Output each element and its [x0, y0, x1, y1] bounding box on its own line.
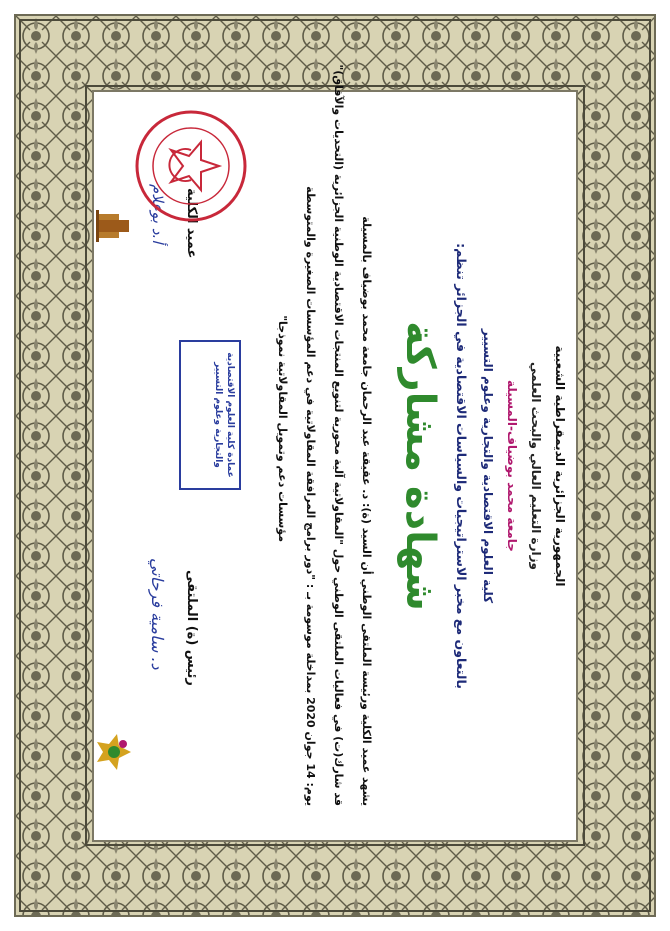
certificate-title: شهادة مشاركة [397, 321, 443, 611]
spea-logo [93, 730, 137, 774]
republic-header: الجمهورية الجزائرية الديمقراطية الشعبية [553, 345, 567, 587]
attestation-line: يشهد عميد الكلية ورئيسة الملتقى الوطني أن السيد (ة): د. عقيقة عبد الرحمان جامعة محمد بوضياف بالمسيلة [360, 216, 373, 806]
blue-stamp: عمادة كلية العلوم الاقتصادية والتجارية وعلوم التسيير [179, 340, 241, 490]
presentation-line: يوم: 14 جوان 2020 بمداخلة موسومة بـ : "دور برامج المرافقة المقاولاتية في دعم المؤسسات الصغيرة والمتوسطة [304, 186, 317, 806]
university-logo [93, 206, 133, 246]
dean-label: عميد الكلية [184, 188, 199, 259]
participation-line: قد شارك(ت) في فعاليات الملتقى الوطني حول "المقاولاتية آلية محورية لتنويع المنتجات الاقتصادية الوطنية الجزائرية (التحديات والآفاق)" [332, 64, 345, 806]
faculty-name: كلية العلوم الاقتصادية والتجارية وعلوم التسيير [481, 328, 495, 604]
certificate-content [95, 64, 581, 842]
cooperation-line: بالتعاون مع مخبر الاستراتيجيات والسياسات الاقتصادية في الجزائر تنظم: [454, 243, 469, 689]
chair-signature: د. سامية فرحاتي [148, 558, 167, 670]
presentation-line-continued: مؤسسات دعم وتمويل المقاولاتية نموذجا" [276, 315, 289, 542]
chair-label: رئيس (ة) الملتقى [184, 570, 199, 686]
ministry-header: وزارة التعليم العالي والبحث العلمي [529, 361, 543, 571]
dean-signature: أ.د بوعلام [149, 184, 167, 244]
red-seal [131, 106, 251, 226]
university-name: جامعة محمد بوضياف-المسيلة [505, 380, 519, 552]
